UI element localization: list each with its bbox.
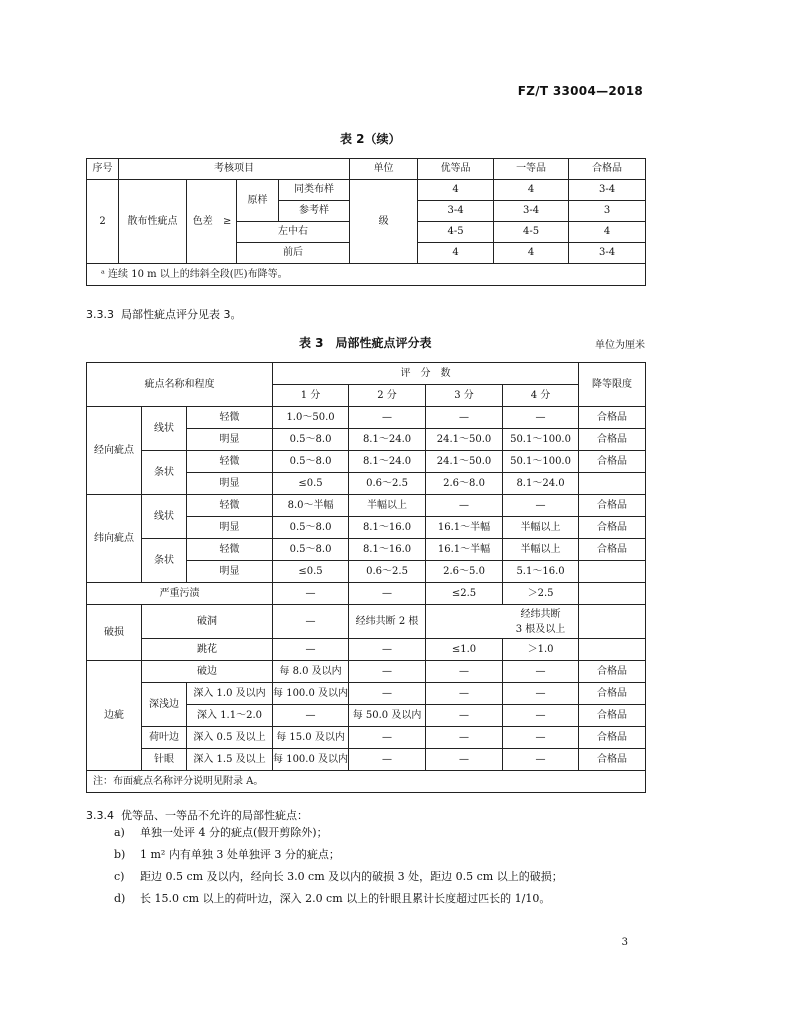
defect-list [114, 822, 563, 910]
list-item-text: 1 m² 内有单独 3 处单独评 3 分的疵点； [140, 848, 340, 861]
t3-weft-line: 线状 [142, 495, 187, 539]
t3-weft-label: 纬向疵点 [87, 495, 142, 583]
t3-degree: 深入 1.1～2.0 [187, 705, 273, 727]
t3-degree: 轻微 [187, 539, 273, 561]
list-item [114, 844, 563, 866]
table2 [86, 158, 646, 286]
t3-degree: 轻微 [187, 495, 273, 517]
t3-downgrade: 合格品 [579, 539, 646, 561]
t3-cell: — [503, 727, 579, 749]
t3-note: 注：布面疵点名称评分说明见附录 A。 [87, 771, 646, 793]
t3-jump-label: 跳花 [142, 639, 273, 661]
t3-degree: 轻微 [187, 451, 273, 473]
t3-downgrade: 合格品 [579, 451, 646, 473]
t2-footnote: ᵃ 连续 10 m 以上的纬斜全段(匹)布降等。 [87, 264, 646, 286]
t3-degree: 深入 1.0 及以内 [187, 683, 273, 705]
t3-header-downgrade: 降等限度 [579, 363, 646, 407]
t3-cell: 每 50.0 及以内 [349, 705, 426, 727]
list-item-label: a) [114, 826, 125, 839]
t3-cell: ＞1.0 [503, 639, 579, 661]
t2-header-superior: 优等品 [418, 159, 494, 180]
t3-damage-label: 破损 [87, 605, 142, 661]
t3-cell: 半幅以上 [503, 539, 579, 561]
t3-cell: ≤0.5 [273, 561, 349, 583]
t3-cell: — [503, 705, 579, 727]
t2-cell: 4 [494, 180, 569, 201]
t2-header-unit: 单位 [350, 159, 418, 180]
standard-number: FZ/T 33004—2018 [517, 84, 643, 98]
t2-cell: 3-4 [569, 180, 646, 201]
t3-cell: — [273, 705, 349, 727]
list-item [114, 866, 563, 888]
t2-defect: 散布性疵点 [119, 180, 187, 264]
t3-cell: 半幅以上 [503, 517, 579, 539]
list-item-text: 长 15.0 cm 以上的荷叶边，深入 2.0 cm 以上的针眼且累计长度超过匹长的 1/10。 [140, 892, 551, 905]
t3-header-score-2: 2 分 [349, 385, 426, 407]
t3-cell: 24.1～50.0 [426, 451, 503, 473]
table3 [86, 362, 646, 793]
t3-downgrade [579, 639, 646, 661]
t3-downgrade: 合格品 [579, 749, 646, 771]
t3-cell: — [503, 661, 579, 683]
t3-downgrade: 合格品 [579, 661, 646, 683]
t3-cell: 0.6～2.5 [349, 473, 426, 495]
t3-downgrade [579, 561, 646, 583]
t3-weft-strip: 条状 [142, 539, 187, 583]
t2-cell: 4 [418, 243, 494, 264]
t2-cell: 3-4 [418, 201, 494, 222]
t3-downgrade: 合格品 [579, 517, 646, 539]
t2-cell: 4-5 [494, 222, 569, 243]
t3-cell: 8.1～24.0 [349, 451, 426, 473]
t3-cell: — [349, 661, 426, 683]
t2-cell: 3-4 [494, 201, 569, 222]
t3-downgrade: 合格品 [579, 407, 646, 429]
t2-header-index: 序号 [87, 159, 119, 180]
t2-cell: 4 [418, 180, 494, 201]
t2-row-label: 左中右 [237, 222, 350, 243]
t3-cell: — [349, 407, 426, 429]
t3-cell: — [273, 605, 349, 639]
t2-row-label: 前后 [237, 243, 350, 264]
t3-degree: 深入 0.5 及以上 [187, 727, 273, 749]
list-item-label: b) [114, 848, 126, 861]
t3-shallow-label: 深浅边 [142, 683, 187, 727]
t3-degree: 明显 [187, 517, 273, 539]
t2-header-first: 一等品 [494, 159, 569, 180]
section-number: 3.3.4 [86, 809, 114, 822]
t3-warp-line: 线状 [142, 407, 187, 451]
t3-degree: 明显 [187, 473, 273, 495]
t3-cell: 50.1～100.0 [503, 429, 579, 451]
t3-stain-label: 严重污渍 [87, 583, 273, 605]
t3-downgrade: 合格品 [579, 727, 646, 749]
t3-downgrade: 合格品 [579, 683, 646, 705]
t3-cell: ≤1.0 [426, 639, 503, 661]
list-item-text: 单独一处评 4 分的疵点(假开剪除外)； [140, 826, 328, 839]
t2-symbol: ≥ [219, 180, 237, 264]
t2-cell: 4 [569, 222, 646, 243]
t3-degree: 明显 [187, 429, 273, 451]
section-number: 3.3.3 [86, 308, 114, 321]
t3-cell: 经纬共断 3 根及以上 [426, 605, 579, 639]
t3-cell: 每 8.0 及以内 [273, 661, 349, 683]
t3-cell: 8.0～半幅 [273, 495, 349, 517]
t3-cell: 2.6～8.0 [426, 473, 503, 495]
t3-warp-strip: 条状 [142, 451, 187, 495]
t3-cell: — [273, 639, 349, 661]
t3-hole-label: 破洞 [142, 605, 273, 639]
t3-cell: 1.0～50.0 [273, 407, 349, 429]
t3-downgrade: 合格品 [579, 429, 646, 451]
t3-cell: 半幅以上 [349, 495, 426, 517]
t3-lotus-label: 荷叶边 [142, 727, 187, 749]
t3-degree: 轻微 [187, 407, 273, 429]
t3-cell: 2.6～5.0 [426, 561, 503, 583]
table2-caption: 表 2（续） [340, 132, 401, 146]
t3-header-score-4: 4 分 [503, 385, 579, 407]
t2-row-label: 同类布样 [279, 180, 350, 201]
t2-item: 色差 [187, 180, 219, 264]
t3-cell: — [426, 661, 503, 683]
t3-cell: — [349, 683, 426, 705]
t3-cell: — [349, 639, 426, 661]
t3-cell: — [349, 749, 426, 771]
section-3-3-4 [86, 807, 308, 823]
t3-cell: 8.1～24.0 [503, 473, 579, 495]
t3-downgrade: 合格品 [579, 705, 646, 727]
t3-header-score-3: 3 分 [426, 385, 503, 407]
t3-cell: 每 100.0 及以内 [273, 683, 349, 705]
t2-cell: 4 [494, 243, 569, 264]
t3-cell: 每 15.0 及以内 [273, 727, 349, 749]
t3-cell: — [349, 727, 426, 749]
t3-cell: 0.6～2.5 [349, 561, 426, 583]
list-item [114, 888, 563, 910]
t3-cell: 每 100.0 及以内 [273, 749, 349, 771]
t3-downgrade [579, 605, 646, 639]
t3-cell: — [426, 705, 503, 727]
t3-cell: 0.5～8.0 [273, 539, 349, 561]
t2-sample: 原样 [237, 180, 279, 222]
t2-header-item: 考核项目 [119, 159, 350, 180]
section-3-3-3 [86, 306, 242, 322]
t3-warp-label: 经向疵点 [87, 407, 142, 495]
t3-header-name: 疵点名称和程度 [87, 363, 273, 407]
t3-cell: — [503, 495, 579, 517]
t3-downgrade: 合格品 [579, 495, 646, 517]
t3-header-score: 评 分 数 [273, 363, 579, 385]
t3-cell: — [503, 749, 579, 771]
t3-degree: 明显 [187, 561, 273, 583]
t2-unit: 级 [350, 180, 418, 264]
t3-downgrade [579, 473, 646, 495]
t3-broken-label: 破边 [142, 661, 273, 683]
t2-cell: 4-5 [418, 222, 494, 243]
t3-cell: — [426, 683, 503, 705]
section-text: 优等品、一等品不允许的局部性疵点： [121, 809, 308, 822]
list-item-text: 距边 0.5 cm 及以内，经向长 3.0 cm 及以内的破损 3 处，距边 0.5 cm 以上的破损； [140, 870, 563, 883]
t3-cell: — [273, 583, 349, 605]
t3-cell: 8.1～16.0 [349, 517, 426, 539]
t3-cell: — [426, 727, 503, 749]
t3-cell: — [426, 495, 503, 517]
t3-cell: — [349, 583, 426, 605]
t3-pin-label: 针眼 [142, 749, 187, 771]
t3-cell: 8.1～24.0 [349, 429, 426, 451]
t2-index: 2 [87, 180, 119, 264]
t3-cell: 16.1～半幅 [426, 539, 503, 561]
list-item-label: c) [114, 870, 125, 883]
list-item-label: d) [114, 892, 126, 905]
t3-cell: ≤2.5 [426, 583, 503, 605]
list-item [114, 822, 563, 844]
t3-cell: 5.1～16.0 [503, 561, 579, 583]
t3-header-score-1: 1 分 [273, 385, 349, 407]
t3-cell: 8.1～16.0 [349, 539, 426, 561]
t3-cell: 0.5～8.0 [273, 517, 349, 539]
t3-edge-label: 边疵 [87, 661, 142, 771]
t2-cell: 3 [569, 201, 646, 222]
t3-cell: ＞2.5 [503, 583, 579, 605]
t3-degree: 深入 1.5 及以上 [187, 749, 273, 771]
t3-cell: 50.1～100.0 [503, 451, 579, 473]
t2-cell: 3-4 [569, 243, 646, 264]
table3-caption: 表 3 局部性疵点评分表 [299, 336, 432, 350]
t3-downgrade [579, 583, 646, 605]
t3-cell: 经纬共断 2 根 [349, 605, 426, 639]
t3-cell: 0.5～8.0 [273, 451, 349, 473]
t3-cell: — [426, 749, 503, 771]
t3-cell: — [503, 407, 579, 429]
t3-cell: ≤0.5 [273, 473, 349, 495]
t2-header-qualified: 合格品 [569, 159, 646, 180]
t3-cell: — [503, 683, 579, 705]
section-text: 局部性疵点评分见表 3。 [121, 308, 242, 321]
t3-cell: 16.1～半幅 [426, 517, 503, 539]
page-number: 3 [621, 937, 628, 948]
t2-row-label: 参考样 [279, 201, 350, 222]
t3-cell: 24.1～50.0 [426, 429, 503, 451]
t3-cell: — [426, 407, 503, 429]
table3-unit-note: 单位为厘米 [595, 340, 645, 351]
t3-cell: 0.5～8.0 [273, 429, 349, 451]
